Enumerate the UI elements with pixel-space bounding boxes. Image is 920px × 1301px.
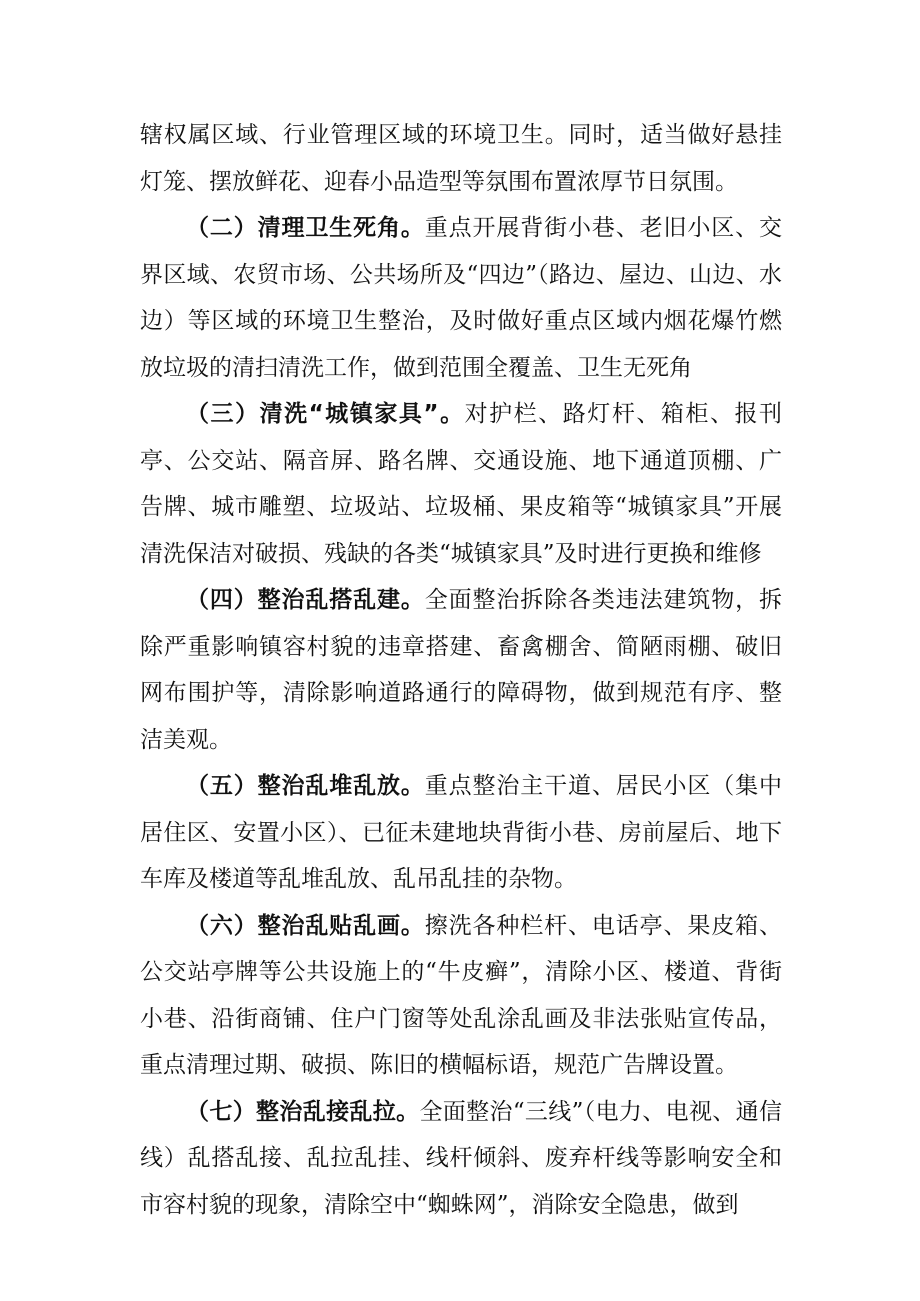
document-page — [140, 112, 782, 1228]
paragraph-body: 擦洗各种栏杆、电话亭、果皮箱、公交站亭牌等公共设施上的“牛皮癣”，清除小区、楼道、背街小巷、沿街商铺、住户门窗等处乱涂乱画及非法张贴宣传品，重点清理过期、破损、陈旧的横幅标语，规范广告牌设置。 — [140, 912, 782, 1078]
paragraph-body: 重点开展背街小巷、老旧小区、交界区域、农贸市场、公共场所及“四边”（路边、屋边、山边、水边）等区域的环境卫生整治，及时做好重点区域内烟花爆竹燃放垃圾的清扫清洗工作，做到范围全覆盖、卫生无死角 — [140, 215, 782, 381]
paragraph-body: 全面整治拆除各类违法建筑物，拆除严重影响镇容村貌的违章搭建、畜禽棚舍、简陋雨棚、破旧网布围护等，清除影响道路通行的障碍物，做到规范有序、整洁美观。 — [140, 587, 782, 753]
paragraph-7 — [140, 1089, 782, 1229]
paragraph-heading: （七）整治乱接乱拉。 — [186, 1098, 420, 1125]
paragraph-2 — [140, 205, 782, 391]
paragraph-heading: （五）整治乱堆乱放。 — [186, 773, 425, 799]
paragraph-4 — [140, 577, 782, 763]
paragraph-body: 重点整治主干道、居民小区（集中居住区、安置小区）、已征未建地块背街小巷、房前屋后、地下车库及楼道等乱堆乱放、乱吊乱挂的杂物。 — [140, 773, 782, 892]
paragraph-heading: （三）清洗“城镇家具”。 — [186, 401, 465, 427]
paragraph-body: 辖权属区域、行业管理区域的环境卫生。同时，适当做好悬挂灯笼、摆放鲜花、迎春小品造型等氛围布置浓厚节日氛围。 — [140, 122, 782, 195]
paragraph-continuation — [140, 112, 782, 205]
paragraph-5 — [140, 763, 782, 903]
paragraph-3 — [140, 391, 782, 577]
paragraph-heading: （二）清理卫生死角。 — [186, 215, 425, 241]
paragraph-body: 对护栏、路灯杆、箱柜、报刊亭、公交站、隔音屏、路名牌、交通设施、地下通道顶棚、广告牌、城市雕塑、垃圾站、垃圾桶、果皮箱等“城镇家具”开展清洗保洁对破损、残缺的各类“城镇家具”及时进行更换和维修 — [140, 401, 783, 567]
paragraph-heading: （四）整治乱搭乱建。 — [186, 587, 425, 613]
paragraph-6 — [140, 903, 782, 1089]
paragraph-body: 全面整治“三线”（电力、电视、通信线）乱搭乱接、乱拉乱挂、线杆倾斜、废弃杆线等影响安全和市容村貌的现象，清除空中“蜘蛛网”，消除安全隐患，做到 — [140, 1098, 782, 1218]
paragraph-heading: （六）整治乱贴乱画。 — [186, 912, 425, 939]
